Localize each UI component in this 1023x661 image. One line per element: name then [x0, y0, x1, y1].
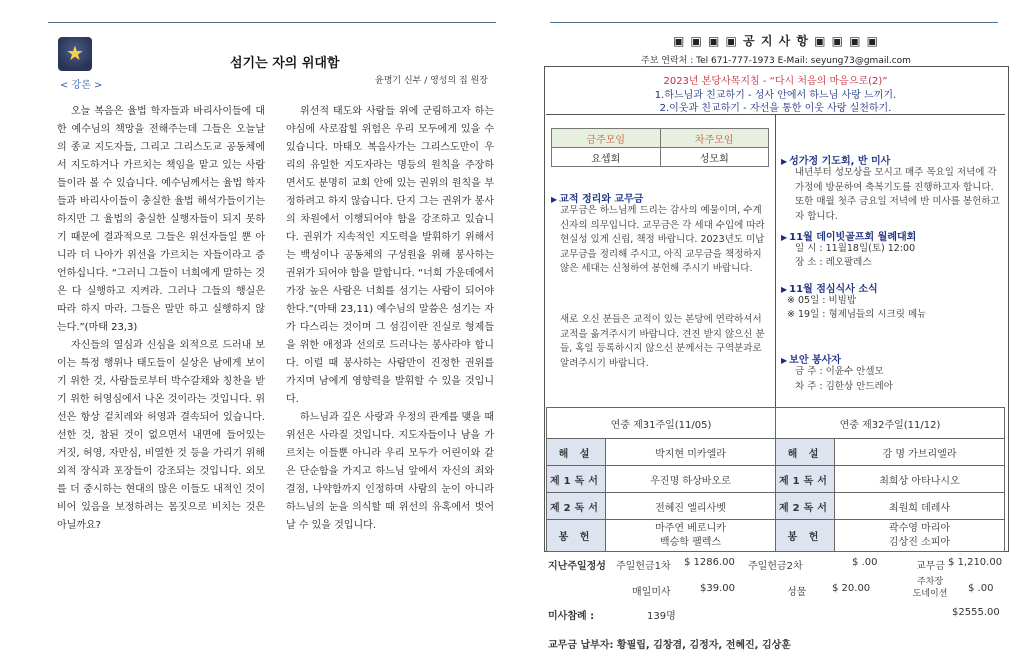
- lunch-title: [781, 280, 878, 295]
- group-header-this-week: 금주모임: [552, 129, 661, 148]
- finance-c2: $ .00: [852, 557, 878, 568]
- schedule-week-2: 연중 제32주일(11/12): [776, 408, 1005, 439]
- attendance-label: 미사참례 :: [548, 611, 595, 622]
- schedule-cell: 박지현 미카엘라: [606, 439, 776, 466]
- finance-c3-label: 교무금: [916, 561, 945, 572]
- paragraph: 오늘 복음은 율법 학자들과 바리사이들에 대한 예수님의 책망을 전해주는데 그들은 오늘날의 종교 지도자들, 그리고 그리스도교 공동체에서 지도하거나 가르치는 책임을 맡고 있는 사람들이라 볼 수 있습니다. 예수님께서는 율법 학자들과 바리사이들이 충실한 율법 해석가들이기는 하지만 그 율법의 충실한 실행자들이 되지 못하기 때문에 결과적으로 그들은 위선자들일 뿐 아니라 더 나아가 위선을 가르치는 자들이라고 증언하십니다. “그러니 그들이 너희에게 말하는 것은 다 실행하고 지켜라. 그러나 그들의 행실은 따라 하지 마라. 그들은 말만 하고 실행하지 않는다.”(마태 23,3): [57, 106, 265, 333]
- paragraph: 위선적 태도와 사람들 위에 군림하고자 하는 야심에 사로잡힐 위험은 우리 모두에게 있을 수 있습니다. 마태오 복음사가는 그리스도만이 우리의 유일한 지도자라는 명등의 원칙을 주장하면서도 분명히 교회 안에 있는 권위의 원칙을 부정하려고 하지 않습니다. 단지 그는 권위가 봉사의 차원에서 이행되어야 함을 강조하고 있습니다. 권위가 지속적인 지도력을 발휘하기 위해서는 백성이나 공동체의 구성원을 위해 봉사하는 권위가 되어야 함을 말합니다. “너희 가운데에서 가장 높은 사람은 너희를 섬기는 사람이 되어야 한다.”(마태 23,11) 예수님의 말씀은 섬기는 자가 다스리는 것이며 그 섬김이란 진실로 형제들을 위한 애정과 선의로 드러나는 봉사라야 합니다. 이럴 때 봉사하는 사람만이 진정한 권위를 가지며 남에게 영향력을 발휘할 수 있을 것입니다.: [286, 106, 494, 405]
- sermon-column-2: [286, 103, 494, 535]
- group-this-week: 요셉회: [552, 148, 661, 167]
- group-next-week: 성모회: [660, 148, 769, 167]
- security-this-week: 금 주 : 이윤수 안셀모: [795, 366, 884, 377]
- finance-c3: $ 1,210.00: [948, 557, 1003, 568]
- schedule-role: 제1독서: [547, 466, 606, 493]
- sermon-column-1: [57, 103, 265, 535]
- schedule-role: 해 설: [547, 439, 606, 466]
- finance-c1: $ 1286.00: [684, 557, 735, 568]
- tithe-title-text: 교적 정리와 교무금: [559, 194, 644, 205]
- golf-title-text: 11월 데이빗골프회 월례대회: [789, 232, 917, 243]
- finance-c5-label: 성물: [787, 587, 807, 598]
- schedule-cell: 최원희 데레사: [835, 493, 1005, 520]
- triangle-icon: ▶: [781, 233, 788, 242]
- right-top-rule: [550, 22, 998, 23]
- golf-place: 장 소 : 레오팔레스: [795, 257, 872, 268]
- left-top-rule: [48, 22, 496, 23]
- finance-c2-label: 주일헌금2차: [748, 561, 803, 572]
- golf-date: 일 시 : 11월18일(토) 12:00: [795, 243, 916, 254]
- finance-c1-label: 주일헌금1차: [616, 561, 671, 572]
- schedule-cell: 강 명 가브리엘라: [835, 439, 1005, 466]
- schedule-role: 제2독서: [776, 493, 835, 520]
- schedule-role: 제2독서: [547, 493, 606, 520]
- finance-c6-label: 주차장 도네이션: [912, 577, 948, 599]
- tithe-body: 교무금은 하느님께 드리는 감사의 예물이며, 수계 신자의 의무입니다. 교무금은 각 세대 수입에 따라 현실성 있게 신립, 책정 바랍니다. 2023년도 미납 교무금을 정리해 주시고, 아직 교무금을 책정하지 않은 세대는 신청하여 봉헌해 주시기 바랍니다.: [560, 205, 765, 274]
- sermon-author: 윤명기 신부 / 영성의 집 원장: [375, 76, 488, 86]
- donor-list: 교무금 납부자: 황필립, 김창겸, 김정자, 전혜진, 김상훈: [548, 640, 791, 651]
- attendance-count: 139명: [647, 611, 676, 622]
- schedule-week-1: 연중 제31주일(11/05): [547, 408, 776, 439]
- rosary-title-text: 성가정 기도회, 반 미사: [789, 156, 891, 167]
- star-icon: ★: [66, 41, 84, 65]
- tithe-title: [551, 190, 643, 205]
- finance-label: 지난주일정성: [548, 561, 606, 572]
- finance-c4: $39.00: [700, 583, 735, 594]
- schedule-cell: 곽수영 마리아 김상진 소피아: [835, 520, 1005, 552]
- lunch-title-text: 11월 점심식사 소식: [789, 284, 878, 295]
- ministry-schedule-table: [546, 407, 1005, 552]
- schedule-role: 제1독서: [776, 466, 835, 493]
- schedule-cell: 전혜진 엘리사벳: [606, 493, 776, 520]
- groups-table: [551, 128, 769, 167]
- schedule-cell: 우진명 하상바오로: [606, 466, 776, 493]
- finance-c4-label: 매일미사: [632, 587, 671, 598]
- security-title: [781, 351, 841, 366]
- motto-line-1: 1.하느님과 친교하기 - 성사 안에서 하느님 사랑 느끼기.: [654, 90, 897, 101]
- motto-title: 2023년 본당사목지침 - “다시 처음의 마음으로(2)”: [663, 76, 888, 87]
- notice-title: ▣ ▣ ▣ ▣ 공 지 사 항 ▣ ▣ ▣ ▣: [672, 34, 880, 48]
- security-title-text: 보안 봉사자: [789, 355, 841, 366]
- sermon-tag: < 강론 >: [60, 80, 103, 91]
- schedule-role: 봉 헌: [547, 520, 606, 552]
- security-next-week: 차 주 : 김한상 안드레아: [795, 381, 893, 392]
- rosary-body: 내년부터 성모상을 모시고 매주 목요일 저녁에 각 가정에 방문하여 축복기도를 진행하고자 합니다. 또한 매월 첫주 금요일 저녁에 반 미사를 봉헌하고자 합니다.: [795, 167, 1000, 222]
- triangle-icon: ▶: [551, 195, 558, 204]
- group-header-next-week: 차주모임: [660, 129, 769, 148]
- triangle-icon: ▶: [781, 157, 788, 166]
- contact-info: 주보 연락처 : Tel 671-777-1973 E-Mail: seyung73@gmail.com: [641, 56, 911, 66]
- golf-title: [781, 228, 916, 243]
- column-divider: [775, 115, 776, 435]
- tithe-body-2: 새로 오신 분들은 교적이 있는 본당에 연락하셔서 교적을 옮겨주시기 바랍니다. 견진 받지 않으신 분들, 혹일 등록하시지 않으신 분께서는 구역분과로 알려주시기 바랍니다.: [560, 314, 765, 369]
- finance-c5: $ 20.00: [832, 583, 871, 594]
- lunch-item-2: ※ 19일 : 형제님들의 시크릿 메뉴: [787, 309, 927, 320]
- schedule-cell: 마주연 베로니카 백승학 팰렉스: [606, 520, 776, 552]
- schedule-cell: 최희상 아타나시오: [835, 466, 1005, 493]
- schedule-role: 해 설: [776, 439, 835, 466]
- paragraph: 하느님과 깊은 사랑과 우정의 관계를 맺을 때 위선은 사라질 것입니다. 지도자들이나 남을 가르치는 이들뿐 아니라 우리 모두가 어린이와 같은 단순함을 가지고 하느님 앞에서 자신의 죄와 결점, 나약함까지 인정하며 사람의 눈이 아니라 하느님의 눈을 의식할 때 위선의 유혹에서 벗어날 수 있을 것입니다.: [286, 412, 494, 531]
- motto-line-2: 2.이웃과 친교하기 - 자선을 통한 이웃 사랑 실천하기.: [659, 103, 892, 114]
- triangle-icon: ▶: [781, 285, 788, 294]
- triangle-icon: ▶: [781, 356, 788, 365]
- finance-total: $2555.00: [952, 607, 1000, 618]
- rosary-title: [781, 152, 890, 167]
- lunch-item-1: ※ 05일 : 비빔밥: [787, 295, 857, 306]
- sermon-title: 섬기는 자의 위대함: [230, 56, 340, 71]
- finance-c6: $ .00: [968, 583, 994, 594]
- schedule-role: 봉 헌: [776, 520, 835, 552]
- paragraph: 자신들의 열심과 신심을 외적으로 드러내 보이는 특정 행위나 태도들이 실상은 남에게 보이기 위한 것, 사람들로부터 박수갈채와 칭찬을 받기 위한 허영심에서 나온 것이라는 것입니다. 위선은 항상 겉치레와 허영과 결속되어 있습니다. 선한 것, 참된 것이 없으면서 내면에 들어있는 거짓, 허영, 자만심, 비열한 것 등을 가리기 위해 외적 장식과 포장들이 강조되는 것입니다. 외모를 더 중시하는 현대의 많은 이들도 내적인 것이 비어 있음을 보정하려는 몸짓으로 비치는 것은 아닐까요?: [57, 340, 265, 531]
